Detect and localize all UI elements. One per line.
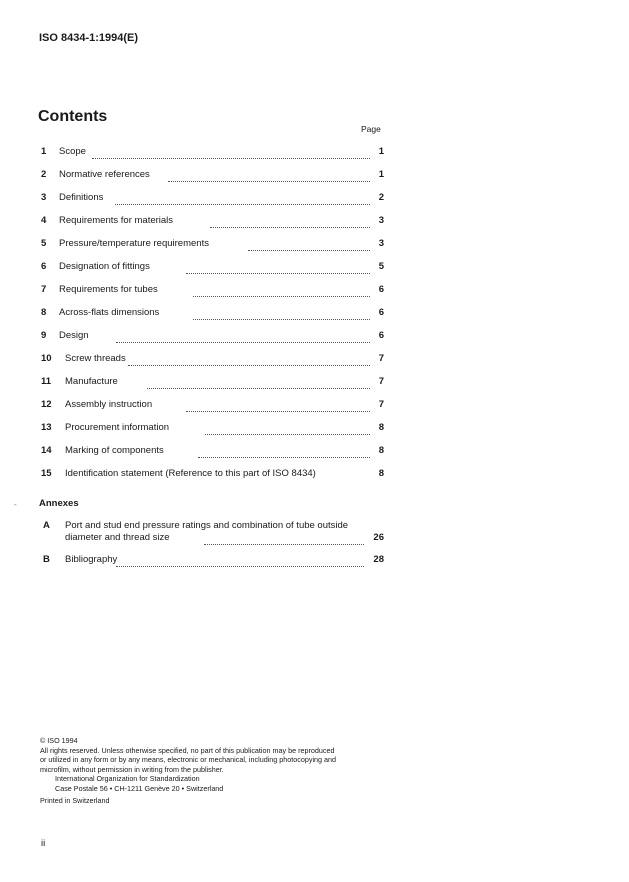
leader-dots [204,538,364,545]
margin-mark: - [14,500,17,509]
toc-label: Pressure/temperature requirements [59,238,209,249]
rights-line: All rights reserved. Unless otherwise specified, no part of this publication may be reproduced [40,745,335,755]
toc-entry[interactable] [38,330,384,346]
toc-label: Definitions [59,192,104,203]
toc-page: 7 [378,353,384,364]
toc-page: 8 [378,445,384,456]
toc-entry[interactable] [38,169,384,185]
toc-label: Manufacture [65,376,118,387]
leader-dots [116,560,364,567]
toc-page: 6 [378,330,384,341]
toc-label: Marking of components [65,445,164,456]
toc-page: 6 [378,284,384,295]
annex-entry[interactable] [38,520,384,546]
toc-number: 15 [41,468,52,479]
toc-label: Scope [59,146,86,157]
leader-dots [116,336,370,343]
toc-number: 2 [41,169,47,180]
leader-dots [193,313,370,320]
toc-page: 7 [378,399,384,410]
leader-dots [198,451,370,458]
toc-entry[interactable] [38,468,384,484]
leader-dots [115,198,370,205]
toc-number: 10 [41,353,52,364]
toc-page: 7 [378,376,384,387]
toc-entry[interactable] [38,422,384,438]
toc-page: 3 [378,215,384,226]
toc-page: 2 [378,192,384,203]
toc-page: 1 [378,146,384,157]
page-number: ii [41,838,46,849]
toc-entry[interactable] [38,192,384,208]
page-title: Contents [38,108,108,125]
document-header: ISO 8434-1:1994(E) [39,32,139,44]
annex-page: 26 [373,532,384,543]
toc-number: 6 [41,261,47,272]
organization-address: Case Postale 56 • CH-1211 Genève 20 • Switzerland [55,783,224,793]
toc-entry[interactable] [38,238,384,254]
toc-number: 12 [41,399,52,410]
toc-number: 4 [41,215,47,226]
leader-dots [128,359,370,366]
toc-entry[interactable] [38,215,384,231]
printed-line: Printed in Switzerland [40,796,110,805]
toc-label: Normative references [59,169,150,180]
copyright-line: © ISO 1994 [40,736,78,745]
annex-label-line1: Port and stud end pressure ratings and combination of tube outside [65,520,349,531]
annexes-heading: Annexes [39,498,79,509]
toc-number: 3 [41,192,47,203]
toc-page: 5 [378,261,384,272]
toc-entry[interactable] [38,353,384,369]
toc-label: Across-flats dimensions [59,307,160,318]
leader-dots [186,405,370,412]
toc-label: Identification statement (Reference to this part of ISO 8434) [65,468,316,479]
toc-number: 13 [41,422,52,433]
toc-label: Requirements for materials [59,215,174,226]
toc-entry[interactable] [38,146,384,162]
toc-entry[interactable] [38,307,384,323]
leader-dots [210,221,370,228]
toc-label: Requirements for tubes [59,284,158,295]
toc-entry[interactable] [38,376,384,392]
organization-name: International Organization for Standardization [55,774,200,783]
rights-line: or utilized in any form or by any means, electronic or mechanical, including photocopying and [40,755,337,764]
rights-line: microfilm, without permission in writing from the publisher. [40,764,224,774]
toc-page: 8 [378,422,384,433]
toc-page: 8 [378,468,384,479]
annex-label-line2: diameter and thread size [65,532,170,543]
leader-dots [248,244,370,251]
toc-number: 8 [41,307,47,318]
leader-dots [92,152,370,159]
toc-label: Designation of fittings [59,261,150,272]
toc-label: Assembly instruction [65,399,153,410]
leader-dots [168,175,370,182]
toc-label: Procurement information [65,422,170,433]
toc-number: 7 [41,284,47,295]
leader-dots [193,290,370,297]
toc-entry[interactable] [38,284,384,300]
toc-page: 3 [378,238,384,249]
annex-letter: A [43,520,50,531]
leader-dots [147,382,370,389]
toc-label: Design [59,330,89,341]
leader-dots [186,267,370,274]
toc-number: 11 [41,376,52,387]
toc-entry[interactable] [38,445,384,461]
toc-page: 1 [378,169,384,180]
toc-number: 5 [41,238,47,249]
toc-page: 6 [378,307,384,318]
toc-entry[interactable] [38,399,384,415]
annex-entry[interactable] [38,554,384,568]
annex-letter: B [43,554,50,565]
leader-dots [205,428,370,435]
toc-number: 9 [41,330,47,341]
toc-entry[interactable] [38,261,384,277]
toc-number: 1 [41,146,47,157]
toc-number: 14 [41,445,52,456]
toc-label: Screw threads [65,353,126,364]
annex-label: Bibliography [65,554,118,565]
copyright-notice [40,736,390,806]
page-column-label: Page [361,124,381,134]
annex-page: 28 [373,554,384,565]
